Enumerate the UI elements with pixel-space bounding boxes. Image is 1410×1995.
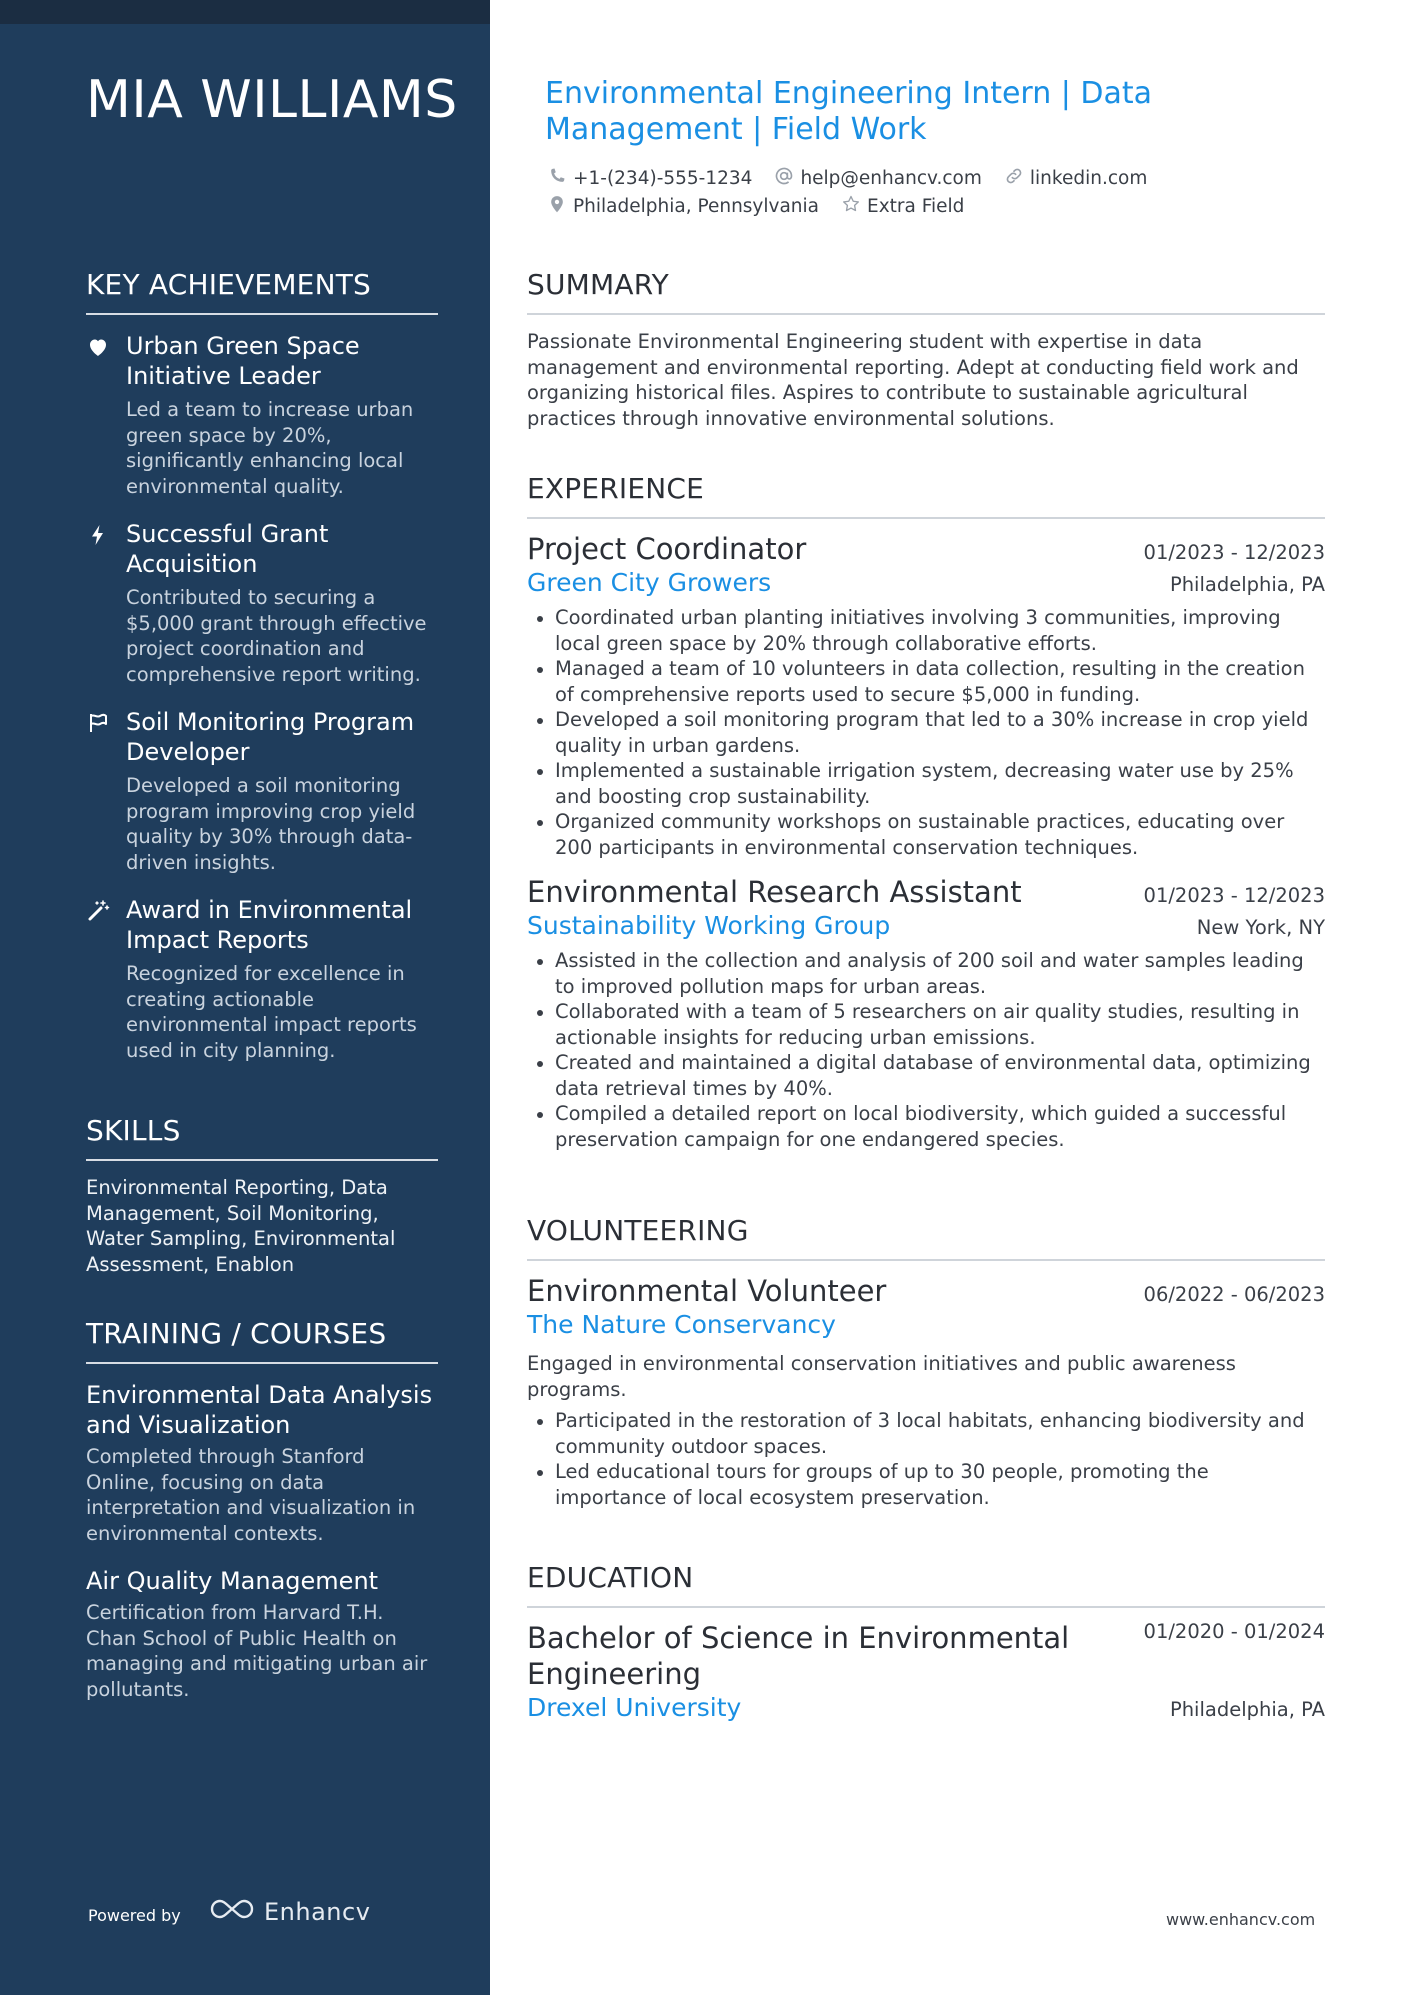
bolt-icon xyxy=(86,523,110,547)
education-title: EDUCATION xyxy=(527,1561,1325,1608)
linkedin-value: linkedin.com xyxy=(1029,167,1148,189)
company-name[interactable]: Sustainability Working Group xyxy=(527,911,891,940)
volunteering-title: VOLUNTEERING xyxy=(527,1214,1325,1261)
bullet-item: Coordinated urban planting initiatives involving 3 communities, improving local green space by 20% through collaborative efforts. xyxy=(527,605,1325,656)
education-dates: 01/2020 - 01/2024 xyxy=(1143,1620,1325,1643)
bullet-item: Compiled a detailed report on local biodiversity, which guided a successful preservation campaign for one endangered species. xyxy=(527,1101,1325,1152)
key-achievements-title: KEY ACHIEVEMENTS xyxy=(86,268,438,315)
job-bullets xyxy=(527,605,1325,860)
headline: Environmental Engineering Intern | Data Management | Field Work xyxy=(545,76,1153,147)
experience-title: EXPERIENCE xyxy=(527,472,1325,519)
skills-list: Environmental Reporting, Data Management, Soil Monitoring, Water Sampling, Environmental Assessment, Enablon xyxy=(86,1176,396,1276)
volunteering-section xyxy=(527,1214,1325,1510)
magic-wand-icon xyxy=(86,899,110,923)
bullet-item: Participated in the restoration of 3 local habitats, enhancing biodiversity and community outdoor spaces. xyxy=(527,1408,1325,1459)
volunteer-desc: Engaged in environmental conservation initiatives and public awareness programs. xyxy=(527,1352,1236,1401)
volunteer-role: Environmental Volunteer xyxy=(527,1274,887,1308)
course-title: Air Quality Management xyxy=(86,1567,379,1595)
education-entry xyxy=(527,1620,1325,1724)
email-value: help@enhancv.com xyxy=(800,167,982,189)
education-section xyxy=(527,1561,1325,1724)
summary-section xyxy=(527,268,1325,431)
volunteer-org[interactable]: The Nature Conservancy xyxy=(527,1310,836,1339)
job-bullets xyxy=(527,948,1325,1152)
extra-field-value: Extra Field xyxy=(867,195,965,217)
course-title: Environmental Data Analysis and Visualization xyxy=(86,1381,433,1439)
star-icon xyxy=(841,194,861,219)
education-location: Philadelphia, PA xyxy=(1169,1698,1325,1721)
location-value: Philadelphia, Pennsylvania xyxy=(573,195,820,217)
job-entry xyxy=(527,874,1325,1152)
achievement-title: Soil Monitoring Program Developer xyxy=(126,708,415,766)
achievement-item xyxy=(86,895,438,1063)
bullet-item: Developed a soil monitoring program that led to a 30% increase in crop yield quality in urban gardens. xyxy=(527,707,1325,758)
volunteer-entry xyxy=(527,1273,1325,1510)
bullet-item: Implemented a sustainable irrigation system, decreasing water use by 25% and boosting crop sustainability. xyxy=(527,758,1325,809)
job-title: Project Coordinator xyxy=(527,532,807,566)
achievement-title: Urban Green Space Initiative Leader xyxy=(126,332,360,390)
job-location: Philadelphia, PA xyxy=(1169,573,1325,596)
key-achievements-section xyxy=(86,268,438,1063)
bullet-item: Led educational tours for groups of up to 30 people, promoting the importance of local ecosystem preservation. xyxy=(527,1459,1325,1510)
enhancv-brand[interactable] xyxy=(208,1896,370,1928)
summary-text: Passionate Environmental Engineering student with expertise in data management and environmental reporting. Adept at conducting field work and organizing historical files. Aspires to contribute to sustainable agricultural practices through innovative environmental solutions. xyxy=(527,330,1299,430)
location-pin-icon xyxy=(547,194,567,219)
course-item xyxy=(86,1380,438,1546)
phone-contact[interactable] xyxy=(547,166,752,191)
powered-by-label: Powered by xyxy=(88,1906,181,1925)
course-desc: Completed through Stanford Online, focusing on data interpretation and visualization in environmental contexts. xyxy=(86,1445,416,1545)
achievement-item xyxy=(86,707,438,875)
achievement-desc: Led a team to increase urban green space by 20%, significantly enhancing local environmental quality. xyxy=(126,398,414,498)
achievement-desc: Recognized for excellence in creating actionable environmental impact reports used in city planning. xyxy=(126,962,417,1062)
bullet-item: Assisted in the collection and analysis of 200 soil and water samples leading to improved pollution maps for urban areas. xyxy=(527,948,1325,999)
training-courses-title: TRAINING / COURSES xyxy=(86,1317,438,1364)
school-name[interactable]: Drexel University xyxy=(527,1693,742,1722)
linkedin-contact[interactable] xyxy=(1004,166,1147,191)
bullet-item: Organized community workshops on sustainable practices, educating over 200 participants in environmental conservation techniques. xyxy=(527,809,1325,860)
skills-title: SKILLS xyxy=(86,1114,438,1161)
volunteer-bullets xyxy=(527,1408,1325,1510)
phone-icon xyxy=(547,166,567,191)
job-entry xyxy=(527,531,1325,860)
footer-url[interactable]: www.enhancv.com xyxy=(1166,1910,1316,1929)
experience-section xyxy=(527,472,1325,1152)
phone-value: +1-(234)-555-1234 xyxy=(573,167,753,189)
bullet-item: Created and maintained a digital database of environmental data, optimizing data retrieval times by 40%. xyxy=(527,1050,1325,1101)
job-location: New York, NY xyxy=(1196,916,1325,939)
job-dates: 01/2023 - 12/2023 xyxy=(1143,884,1325,907)
training-courses-section xyxy=(86,1317,438,1702)
extra-field-contact xyxy=(841,194,964,219)
email-contact[interactable] xyxy=(774,166,981,191)
bullet-item: Managed a team of 10 volunteers in data collection, resulting in the creation of comprehensive reports used to secure $5,000 in funding. xyxy=(527,656,1325,707)
company-name[interactable]: Green City Growers xyxy=(527,568,772,597)
flag-icon xyxy=(86,711,110,735)
at-sign-icon xyxy=(774,166,794,191)
achievement-title: Award in Environmental Impact Reports xyxy=(126,896,413,954)
skills-section xyxy=(86,1114,438,1277)
volunteer-dates: 06/2022 - 06/2023 xyxy=(1143,1283,1325,1306)
enhancv-logo-icon xyxy=(208,1896,256,1928)
achievement-item xyxy=(86,519,438,687)
bullet-item: Collaborated with a team of 5 researchers on air quality studies, resulting in actionable insights for reducing urban emissions. xyxy=(527,999,1325,1050)
sidebar-top-strip xyxy=(0,0,490,24)
link-icon xyxy=(1004,166,1024,191)
candidate-name: MIA WILLIAMS xyxy=(86,70,458,130)
achievement-item xyxy=(86,331,438,499)
degree: Bachelor of Science in Environmental Engineering xyxy=(527,1621,1070,1691)
achievement-desc: Developed a soil monitoring program improving crop yield quality by 30% through data-driven insights. xyxy=(126,774,416,874)
course-desc: Certification from Harvard T.H. Chan School of Public Health on managing and mitigating urban air pollutants. xyxy=(86,1601,428,1701)
achievement-desc: Contributed to securing a $5,000 grant through effective project coordination and comprehensive report writing. xyxy=(126,586,427,686)
achievement-title: Successful Grant Acquisition xyxy=(126,520,329,578)
job-title: Environmental Research Assistant xyxy=(527,875,1022,909)
enhancv-brand-name: Enhancv xyxy=(264,1898,371,1926)
summary-title: SUMMARY xyxy=(527,268,1325,315)
job-dates: 01/2023 - 12/2023 xyxy=(1143,541,1325,564)
heart-icon xyxy=(86,335,110,359)
location-contact xyxy=(547,194,819,219)
contact-info xyxy=(547,164,1327,220)
course-item xyxy=(86,1566,438,1702)
sidebar xyxy=(0,0,490,1995)
